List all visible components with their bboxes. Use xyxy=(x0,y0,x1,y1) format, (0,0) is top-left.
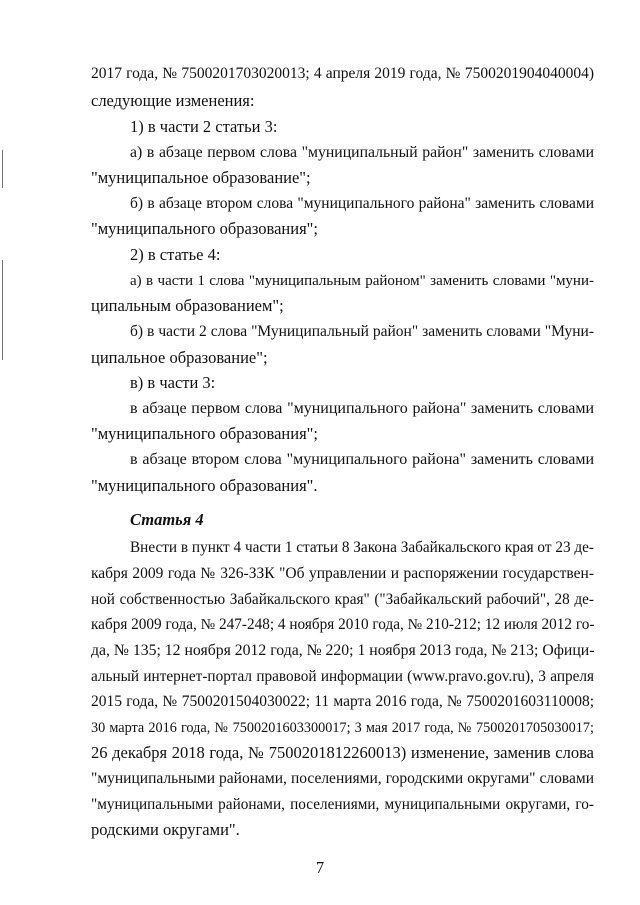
body-text-line: родскими округами". xyxy=(91,820,240,839)
list-item-line: 1) в части 2 статьи 3: xyxy=(130,117,278,136)
article-heading: Статья 4 xyxy=(130,510,204,529)
body-text-line: 26 декабря 2018 года, № 7500201812260013) изменение, заменив слова xyxy=(91,743,594,762)
scan-margin-mark xyxy=(2,150,3,188)
body-text-line: кабря 2009 года, № 247-248; 4 ноября 2010 года, № 210-212; 12 июля 2012 го- xyxy=(91,616,595,633)
list-item-line: в) в части 3: xyxy=(130,373,216,392)
body-text-line: "муниципальными районами, поселениями, муниципальными округами, го- xyxy=(91,796,594,813)
body-text-line: "муниципальное образование"; xyxy=(91,168,311,187)
body-text-line: ципальным образованием"; xyxy=(91,296,284,315)
body-text-line: "муниципального образования"; xyxy=(91,424,318,443)
body-text-line: 2017 года, № 7500201703020013; 4 апреля 2019 года, № 7500201904040004) xyxy=(91,65,594,82)
body-text-line: следующие изменения: xyxy=(91,91,255,110)
list-item-line: б) в абзаце втором слова "муниципального района" заменить словами xyxy=(130,195,594,212)
list-item-line: в абзаце первом слова "муниципального района" заменить словами xyxy=(130,400,594,417)
list-item-line: в абзаце втором слова "муниципального района" заменить словами xyxy=(130,451,594,468)
list-item-line: а) в абзаце первом слова "муниципальный район" заменить словами xyxy=(130,144,594,161)
body-text-line: альный интернет-портал правовой информации (www.pravo.gov.ru), 3 апреля xyxy=(91,668,594,685)
page-number: 7 xyxy=(315,858,325,877)
body-text-line: Внести в пункт 4 части 1 статьи 8 Закона Забайкальского края от 23 де- xyxy=(130,539,594,556)
body-text-line: "муниципального образования". xyxy=(91,476,318,495)
body-text-line: 2015 года, № 7500201504030022; 11 марта 2016 года, № 7500201603110008; xyxy=(91,693,594,710)
scan-margin-mark xyxy=(2,260,3,360)
body-text-line: "муниципального образования"; xyxy=(91,219,318,238)
body-text-line: кабря 2009 года № 326-ЗЗК "Об управлении и распоряжении государствен- xyxy=(91,565,594,582)
body-text-line: ной собственностью Забайкальского края" ("Забайкальский рабочий", 28 де- xyxy=(91,591,594,608)
list-item-line: а) в части 1 слова "муниципальным районом" заменить словами "муни- xyxy=(130,273,594,289)
list-item-line: б) в части 2 слова "Муниципальный район" заменить словами "Муни- xyxy=(130,323,594,340)
body-text-line: да, № 135; 12 ноября 2012 года, № 220; 1 ноября 2013 года, № 213; Офици- xyxy=(91,642,595,659)
body-text-line: ципальное образование"; xyxy=(91,348,268,367)
body-text-line: "муниципальными районами, поселениями, городскими округами" словами xyxy=(91,770,594,787)
body-text-line: 30 марта 2016 года, № 7500201603300017; 3 мая 2017 года, № 7500201705030017; xyxy=(91,720,594,736)
list-item-line: 2) в статье 4: xyxy=(130,245,221,264)
